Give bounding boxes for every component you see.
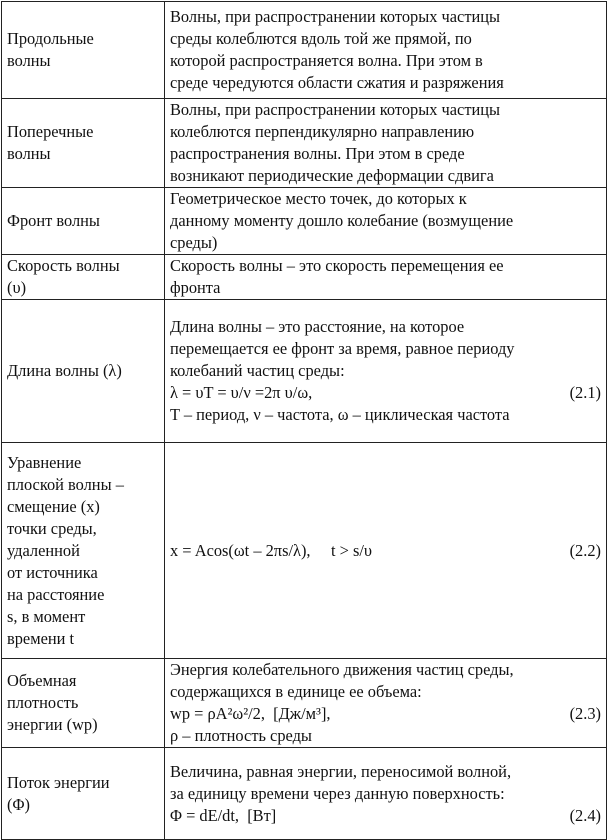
term-line: Поперечные bbox=[7, 122, 94, 141]
term-line: Длина волны (λ) bbox=[7, 361, 122, 380]
term-line: (Φ) bbox=[7, 794, 30, 814]
definition-line: данному моменту дошло колебание (возмущение bbox=[170, 211, 514, 230]
definition-line: среды колеблются вдоль той же прямой, по bbox=[170, 29, 472, 48]
formula-number: (2.4) bbox=[569, 805, 601, 825]
definition-cell bbox=[165, 188, 607, 255]
formula: Φ = dE/dt, [Вт] bbox=[170, 805, 277, 825]
formula-line bbox=[170, 382, 601, 404]
term-line: (υ) bbox=[7, 278, 27, 297]
term-line: плоской волны – bbox=[7, 474, 124, 494]
definition-line: Волны, при распространении которых частицы bbox=[170, 7, 501, 26]
formula: x = Acos(ωt – 2πs/λ), t > s/υ bbox=[170, 540, 373, 560]
definition-line: за единицу времени через данную поверхность: bbox=[170, 783, 505, 803]
term-line: Уравнение bbox=[7, 452, 82, 472]
formula-number: (2.1) bbox=[569, 383, 601, 402]
definition-line: среды) bbox=[170, 233, 218, 252]
definition-cell bbox=[165, 443, 607, 659]
definition-line: фронта bbox=[170, 278, 221, 297]
definition-cell bbox=[165, 748, 607, 840]
term-line: энергии (wp) bbox=[7, 715, 98, 734]
term-line: Поток энергии bbox=[7, 772, 110, 792]
table-row bbox=[2, 443, 607, 659]
definition-cell bbox=[165, 659, 607, 748]
definition-cell bbox=[165, 2, 607, 99]
term-line: времени t bbox=[7, 628, 75, 648]
term-line: волны bbox=[7, 144, 51, 163]
term-line: удаленной bbox=[7, 540, 80, 560]
definition-line: возникают периодические деформации сдвига bbox=[170, 166, 494, 185]
table-row bbox=[2, 748, 607, 840]
definition-line: перемещается ее фронт за время, равное периоду bbox=[170, 339, 515, 358]
table-row bbox=[2, 99, 607, 188]
definition-line: Геометрическое место точек, до которых к bbox=[170, 189, 467, 208]
wave-definitions-table bbox=[1, 1, 607, 840]
formula: wp = ρA²ω²/2, [Дж/м³], bbox=[170, 704, 331, 723]
table-row bbox=[2, 188, 607, 255]
definition-cell bbox=[165, 300, 607, 443]
definition-line: среде чередуются области сжатия и разряжения bbox=[170, 73, 504, 92]
term-line: от источника bbox=[7, 562, 98, 582]
definition-line: колебаний частиц среды: bbox=[170, 361, 345, 380]
definition-line: T – период, ν – частота, ω – циклическая частота bbox=[170, 405, 510, 424]
term-cell bbox=[2, 748, 165, 840]
definition-line: Длина волны – это расстояние, на которое bbox=[170, 317, 465, 336]
formula-line bbox=[170, 540, 601, 562]
definition-line: содержащихся в единице ее объема: bbox=[170, 682, 422, 701]
term-line: на расстояние bbox=[7, 584, 105, 604]
term-cell bbox=[2, 2, 165, 99]
table-row bbox=[2, 2, 607, 99]
table-row bbox=[2, 255, 607, 300]
term-cell bbox=[2, 659, 165, 748]
definition-line: Величина, равная энергии, переносимой волной, bbox=[170, 761, 512, 781]
term-line: точки среды, bbox=[7, 518, 97, 538]
table-body bbox=[2, 2, 607, 840]
term-line: s, в момент bbox=[7, 606, 86, 626]
term-line: волны bbox=[7, 51, 51, 70]
table-row bbox=[2, 659, 607, 748]
definition-cell bbox=[165, 99, 607, 188]
term-line: Скорость волны bbox=[7, 256, 120, 275]
definition-line: Энергия колебательного движения частиц среды, bbox=[170, 660, 514, 679]
term-cell bbox=[2, 188, 165, 255]
term-cell bbox=[2, 300, 165, 443]
definition-line: распространения волны. При этом в среде bbox=[170, 144, 465, 163]
term-line: Объемная bbox=[7, 671, 77, 690]
formula-number: (2.3) bbox=[569, 704, 601, 723]
definition-line: которой распространяется волна. При этом в bbox=[170, 51, 483, 70]
definition-line: колеблются перпендикулярно направлению bbox=[170, 122, 475, 141]
term-line: Продольные bbox=[7, 29, 94, 48]
term-cell bbox=[2, 255, 165, 300]
term-line: плотность bbox=[7, 693, 79, 712]
definition-line: Волны, при распространении которых частицы bbox=[170, 100, 501, 119]
term-cell bbox=[2, 443, 165, 659]
formula-number: (2.2) bbox=[569, 540, 601, 560]
table-row bbox=[2, 300, 607, 443]
term-line: смещение (x) bbox=[7, 496, 100, 516]
term-cell bbox=[2, 99, 165, 188]
term-line: Фронт волны bbox=[7, 211, 100, 230]
formula: λ = υT = υ/ν =2π υ/ω, bbox=[170, 383, 313, 402]
definition-line: ρ – плотность среды bbox=[170, 726, 312, 745]
formula-line bbox=[170, 805, 601, 827]
definition-cell bbox=[165, 255, 607, 300]
formula-line bbox=[170, 703, 601, 725]
definition-line: Скорость волны – это скорость перемещения ее bbox=[170, 256, 504, 275]
